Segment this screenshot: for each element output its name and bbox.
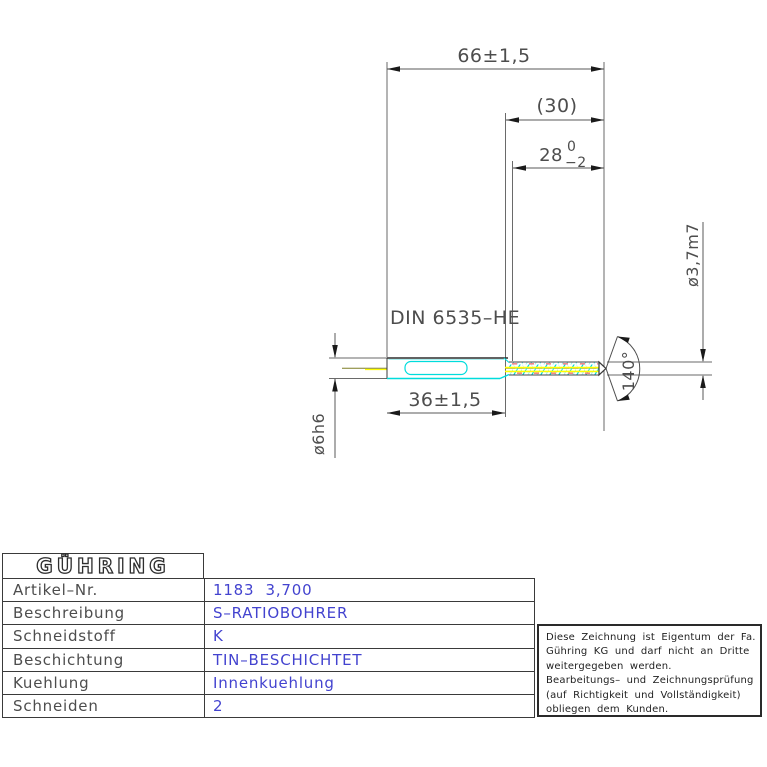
dim-flute-length: [513, 139, 604, 171]
extension-lines: [329, 62, 712, 431]
dim-flute-length-label: 28: [539, 145, 563, 166]
dim-cut-diameter: [683, 222, 706, 400]
dim-arrow: [591, 66, 604, 72]
dim-step-length: [506, 95, 604, 123]
dim-arrow: [332, 345, 338, 358]
dim-point-angle-label: 140°: [619, 350, 638, 392]
disclaimer-line: Bearbeitungs– und Zeichnungsprüfung: [546, 675, 754, 687]
spec-label: Beschreibung: [3, 602, 205, 624]
spec-label: Schneidstoff: [3, 625, 205, 647]
dim-arrow: [332, 379, 338, 392]
dim-arrow: [506, 117, 519, 123]
table-row: [3, 648, 534, 671]
dim-cut-diameter-label: ø3,7m7: [683, 223, 702, 287]
manufacturer-logo: GÜHRING: [36, 554, 170, 578]
dim-step-length-label: (30): [536, 95, 578, 117]
dim-flute-tol-upper: 0: [567, 139, 577, 155]
dim-arrow: [513, 165, 526, 171]
table-row: [3, 671, 534, 694]
manufacturer-logo-box: [2, 553, 204, 578]
disclaimer-line: (auf Richtigkeit und Vollständigkeit): [546, 689, 741, 701]
dim-arrow: [387, 410, 400, 416]
spec-label: Kuehlung: [3, 672, 205, 694]
dim-shank-length-label: 36±1,5: [408, 389, 482, 411]
dim-point-angle: [606, 334, 640, 404]
dim-total-length: [387, 45, 604, 72]
drill-point: [599, 362, 606, 375]
dim-shank-length: [387, 389, 505, 416]
spec-label: Artikel–Nr.: [3, 579, 205, 601]
disclaimer-line: Diese Zeichnung ist Eigentum der Fa.: [546, 632, 756, 643]
spec-value: 1183 3,700: [213, 581, 313, 600]
drill-shank: [387, 358, 509, 379]
table-row: [3, 694, 534, 717]
dim-arrow: [617, 394, 630, 403]
dim-arrow: [492, 410, 505, 416]
disclaimer-line: weitergegeben werden.: [546, 660, 672, 672]
spec-label: Beschichtung: [3, 649, 205, 671]
dim-arrow: [387, 66, 400, 72]
dim-shank-diameter: [309, 333, 338, 458]
table-row: [3, 601, 534, 624]
drill-body: [342, 358, 606, 379]
disclaimer-line: Gühring KG und darf nicht an Dritte: [546, 646, 750, 658]
table-row: [3, 624, 534, 647]
table-row: [3, 579, 534, 601]
dim-arrow: [700, 375, 706, 388]
spec-value: Innenkuehlung: [213, 673, 335, 692]
spec-value: S–RATIOBOHRER: [213, 604, 349, 623]
ownership-disclaimer: [537, 624, 762, 717]
drill-flutes: [505, 362, 601, 375]
dim-arrow: [617, 334, 630, 343]
disclaimer-line: obliegen dem Kunden.: [546, 704, 669, 716]
dim-arrow: [700, 349, 706, 362]
spec-value: 2: [213, 696, 224, 715]
dim-shank-diameter-label: ø6h6: [309, 412, 328, 456]
spec-value: TIN–BESCHICHTET: [213, 650, 363, 669]
dim-arrow: [591, 117, 604, 123]
spec-table: [2, 578, 535, 718]
spec-value: K: [213, 627, 224, 646]
dim-flute-tol-lower: −2: [565, 155, 587, 171]
dim-arrow: [591, 165, 604, 171]
shank-standard-label: DIN 6535–HE: [390, 307, 521, 329]
spec-label: Schneiden: [3, 695, 205, 717]
dim-total-length-label: 66±1,5: [457, 45, 531, 67]
